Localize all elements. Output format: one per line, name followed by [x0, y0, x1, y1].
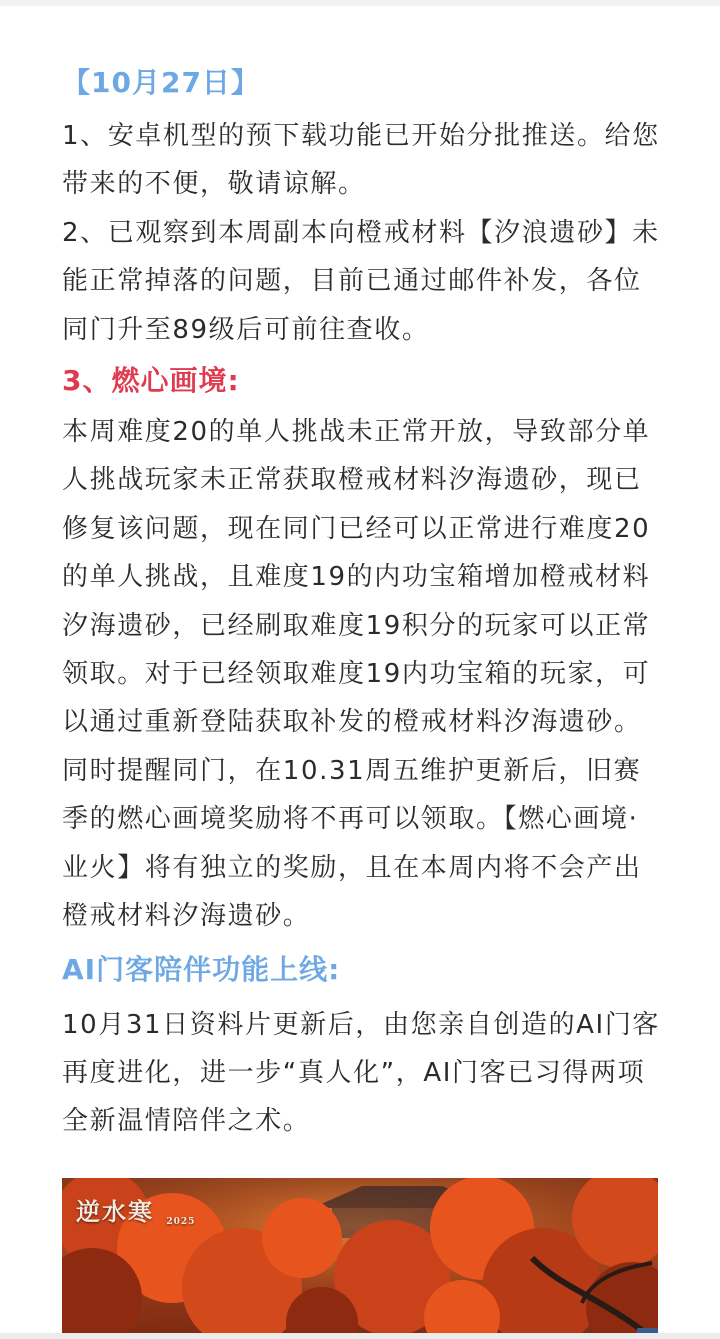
bottom-divider [0, 1333, 720, 1339]
date-heading: 【10月27日】 [62, 66, 260, 99]
game-logo-sub: 2025 [166, 1217, 196, 1227]
game-logo [76, 1192, 195, 1227]
game-logo-text: 逆水寒 [76, 1197, 154, 1226]
article-body [62, 58, 662, 1146]
section-heading-ranxin: 3、燃心画境: [62, 364, 240, 398]
paragraph-android-preload: 1、安卓机型的预下载功能已开始分批推送。给您带来的不便，敬请谅解。 [62, 121, 660, 200]
paragraph-season-reminder: 同时提醒同门，在10.31周五维护更新后，旧赛季的燃心画境奖励将不再可以领取。【燃心画境·业火】将有独立的奖励，且在本周内将不会产出橙戒材料汐海遗砂。 [62, 755, 642, 932]
paragraph-ranxin-fix: 本周难度20的单人挑战未正常开放，导致部分单人挑战玩家未正常获取橙戒材料汐海遗砂，现已修复该问题，现在同门已经可以正常进行难度20的单人挑战，且难度19的内功宝箱增加橙戒材料汐海遗砂，已经刷取难度19积分的玩家可以正常领取。对于已经领取难度19内功宝箱的玩家，可以通过重新登陆获取补发的橙戒材料汐海遗砂。 [62, 417, 651, 738]
section-heading-ai-companion: AI门客陪伴功能上线: [62, 952, 341, 986]
paragraph-drop-fix: 2、已观察到本周副本向橙戒材料【汐浪遗砂】未能正常掉落的问题，目前已通过邮件补发，各位同门升至89级后可前往查收。 [62, 217, 660, 345]
banner-image [62, 1178, 658, 1338]
top-divider [0, 0, 720, 6]
paragraph-ai-companion: 10月31日资料片更新后，由您亲自创造的AI门客再度进化，进一步“真人化”，AI门客已习得两项全新温情陪伴之术。 [62, 1009, 661, 1137]
